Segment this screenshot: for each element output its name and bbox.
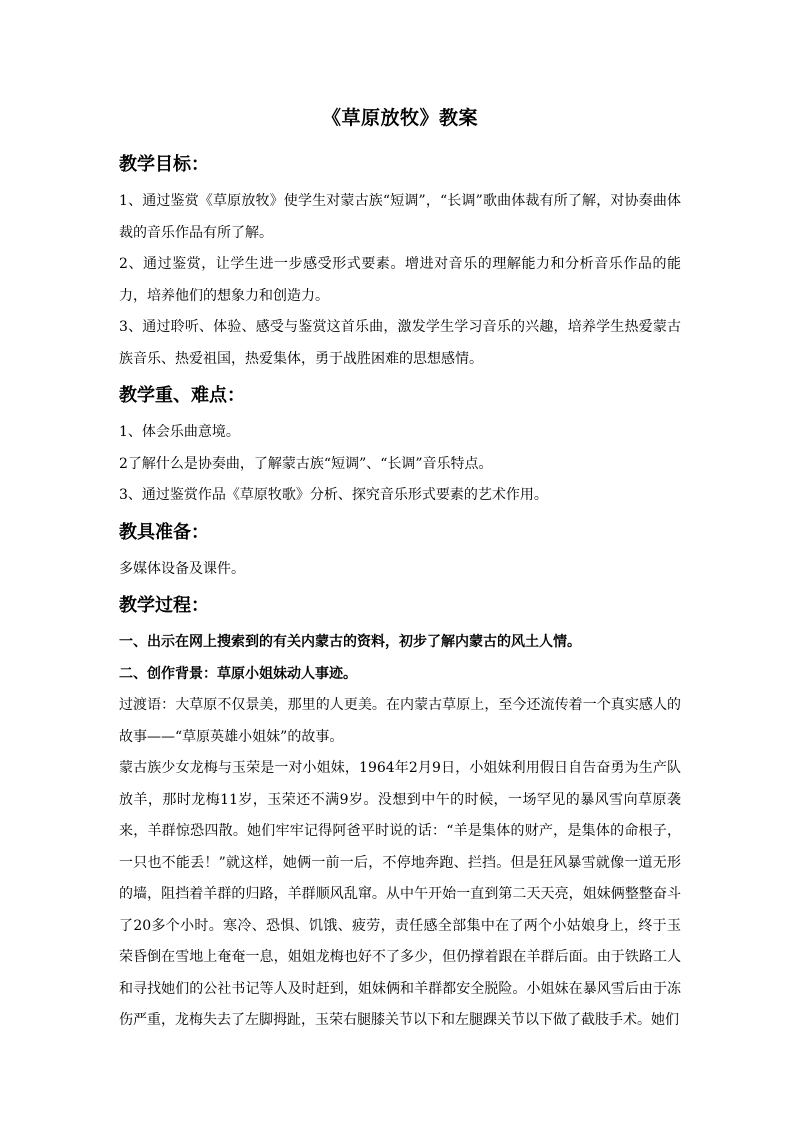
process-step: 二、创作背景：草原小姐妹动人事迹。: [119, 665, 357, 682]
objective-item: 1、通过鉴赏《草原放牧》使学生对蒙古族“短调”，“长调”歌曲体裁有所了解，对协奏曲体裁的音乐作品有所了解。: [119, 193, 681, 241]
process-step: 一、出示在网上搜索到的有关内蒙古的资料，初步了解内蒙古的风土人情。: [119, 634, 581, 650]
document-title: 《草原放牧》教案: [321, 107, 478, 129]
section-heading-materials: 教具准备：: [119, 521, 209, 543]
story-paragraph: 蒙古族少女龙梅与玉荣是一对小姐妹，1964年2月9日，小姐妹利用假日自告奋勇为生产队放羊，那时龙梅11岁，玉荣还不满9岁。没想到中午的时候，一场罕见的暴风雪向草原袭来，羊群惊恐四散。她们牢牢记得阿爸平时说的话：“羊是集体的财产，是集体的命根子，一只也不能丢！”就这样，她俩一前一后，不停地奔跑、拦挡。但是狂风暴雪就像一道无形的墙，阻挡着羊群的归路，羊群顺风乱窜。从中午开始一直到第二天天亮，姐妹俩整整奋斗了20多个小时。寒冷、恐惧、饥饿、疲劳，责任感全部集中在了两个小姑娘身上，终于玉荣昏倒在雪地上奄奄一息，姐姐龙梅也好不了多少，但仍撑着跟在羊群后面。由于铁路工人和寻找她们的公社书记等人及时赶到，姐妹俩和羊群都安全脱险。小姐妹在暴风雪后由于冻伤严重，龙梅失去了左脚拇趾，玉荣右腿膝关节以下和左腿踝关节以下做了截肢手术。她们: [119, 760, 681, 1028]
key-point-item: 3、通过鉴赏作品《草原牧歌》分析、探究音乐形式要素的艺术作用。: [119, 487, 548, 503]
document-body: [119, 104, 681, 1037]
key-point-item: 1、体会乐曲意境。: [119, 424, 240, 440]
materials-item: 多媒体设备及课件。: [119, 560, 245, 577]
key-point-item: 2了解什么是协奏曲，了解蒙古族“短调”、“长调”音乐特点。: [119, 455, 493, 472]
objective-item: 3、通过聆听、体验、感受与鉴赏这首乐曲，激发学生学习音乐的兴趣，培养学生热爱蒙古族音乐、热爱祖国，热爱集体，勇于战胜困难的思想感情。: [119, 319, 681, 367]
section-heading-key-points: 教学重、难点：: [119, 385, 245, 406]
transition-paragraph: 过渡语：大草原不仅景美，那里的人更美。在内蒙古草原上，至今还流传着一个真实感人的故事——“草原英雄小姐妹”的故事。: [119, 697, 681, 745]
section-heading-process: 教学过程：: [119, 595, 209, 616]
objective-item: 2、通过鉴赏，让学生进一步感受形式要素。增进对音乐的理解能力和分析音乐作品的能力，培养他们的想象力和创造力。: [119, 256, 681, 304]
section-heading-objectives: 教学目标：: [119, 154, 209, 175]
